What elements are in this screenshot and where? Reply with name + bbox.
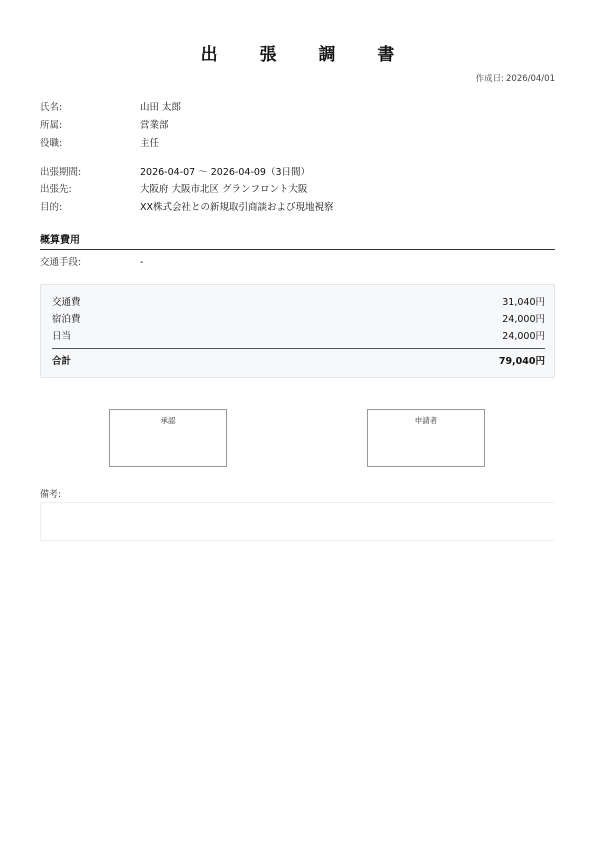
cost-summary-box [40,284,555,378]
dept-value: 営業部 [140,120,169,131]
cost-label: 宿泊費 [52,314,81,325]
purpose-label: 目的: [40,202,63,213]
cost-amount: 24,000円 [502,331,545,342]
dept-label: 所属: [40,120,63,131]
total-amount: 79,040円 [498,356,545,367]
remarks-label: 備考: [40,490,62,500]
name-label: 氏名: [40,102,63,113]
cost-amount: 24,000円 [502,314,545,325]
cost-row-total [52,355,545,369]
name-value: 山田 太郎 [140,102,182,113]
position-label: 役職: [40,138,63,149]
created-label: 作成日: [475,74,504,84]
cost-divider [52,348,545,349]
destination-value: 大阪府 大阪市北区 グランフロント大阪 [140,184,308,195]
purpose-value: XX株式会社との新規取引商談および現地視察 [140,202,334,213]
cost-row-transport [52,296,545,310]
applicant-stamp-box [367,409,485,467]
created-value: 2026/04/01 [506,74,555,84]
cost-label: 日当 [52,331,72,342]
destination-label: 出張先: [40,184,72,195]
created-date [474,72,555,84]
applicant-stamp-label: 申請者 [414,416,438,425]
period-value: 2026-04-07 ～ 2026-04-09（3日間） [140,167,311,178]
cost-label: 交通費 [52,297,81,308]
approval-stamp-label: 承認 [160,416,176,425]
remarks-box [40,502,555,541]
approval-stamp-box [109,409,227,467]
transport-means-label: 交通手段: [40,257,82,268]
cost-row-daily-allowance [52,330,545,344]
cost-section-title: 概算費用 [40,231,555,250]
document-title: 出 張 調 書 [200,45,413,65]
total-label: 合計 [52,356,72,367]
transport-means-value: - [140,257,144,268]
cost-row-lodging [52,313,545,327]
period-label: 出張期間: [40,167,82,178]
cost-amount: 31,040円 [502,297,545,308]
position-value: 主任 [140,138,160,149]
